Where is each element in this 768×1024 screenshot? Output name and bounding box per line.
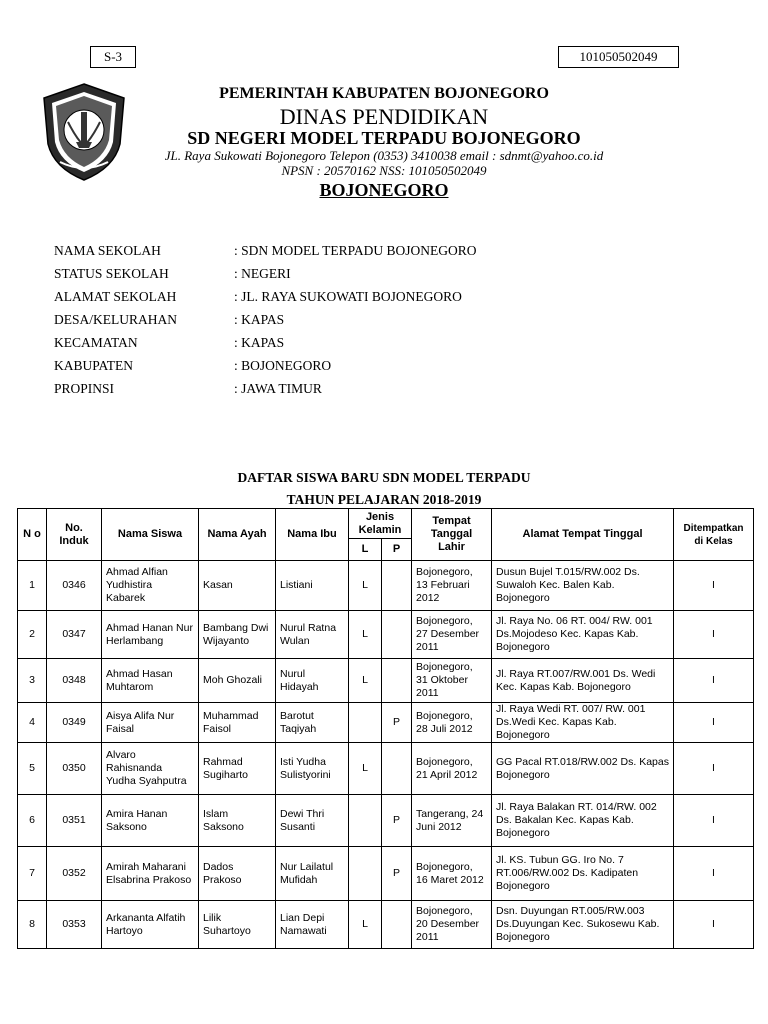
row-no: 5: [18, 743, 47, 795]
row-kelas: I: [674, 703, 754, 743]
row-induk: 0353: [47, 901, 102, 949]
row-no: 1: [18, 561, 47, 611]
row-alamat: Jl. Raya No. 06 RT. 004/ RW. 001 Ds.Mojodeso Kec. Kapas Kab. Bojonegoro: [492, 611, 674, 659]
info-key: ALAMAT SEKOLAH: [54, 289, 177, 304]
row-induk: 0347: [47, 611, 102, 659]
row-nama-ayah: Lilik Suhartoyo: [199, 901, 276, 949]
row-nama-ayah: Rahmad Sugiharto: [199, 743, 276, 795]
info-row: [54, 334, 477, 357]
info-key: DESA/KELURAHAN: [54, 312, 177, 327]
info-row: [54, 265, 477, 288]
row-kelas: I: [674, 743, 754, 795]
table-row: [18, 743, 754, 795]
table-header-row: [18, 509, 754, 539]
row-nama-ayah: Moh Ghozali: [199, 659, 276, 703]
info-row: [54, 311, 477, 334]
row-induk: 0348: [47, 659, 102, 703]
row-l: [349, 795, 382, 847]
table-row: [18, 703, 754, 743]
header-no: N o: [18, 509, 47, 561]
row-nama-ibu: Barotut Taqiyah: [276, 703, 349, 743]
school-info: [54, 242, 477, 403]
row-nama-ayah: Dados Prakoso: [199, 847, 276, 901]
row-kelas: I: [674, 901, 754, 949]
row-induk: 0352: [47, 847, 102, 901]
row-kelas: I: [674, 795, 754, 847]
row-p: [382, 561, 412, 611]
header-induk: No. Induk: [47, 509, 102, 561]
row-kelas: I: [674, 611, 754, 659]
row-alamat: Jl. Raya RT.007/RW.001 Ds. Wedi Kec. Kapas Kab. Bojonegoro: [492, 659, 674, 703]
row-nama-siswa: Amirah Maharani Elsabrina Prakoso: [102, 847, 199, 901]
document-code-left: S-3: [90, 46, 136, 68]
info-value: : BOJONEGORO: [234, 358, 332, 373]
header-l: L: [349, 539, 382, 561]
info-value: : KAPAS: [234, 312, 285, 327]
row-induk: 0346: [47, 561, 102, 611]
header-alamat: Alamat Tempat Tinggal: [492, 509, 674, 561]
info-value: : SDN MODEL TERPADU BOJONEGORO: [234, 243, 477, 258]
info-key: STATUS SEKOLAH: [54, 266, 169, 281]
row-l: L: [349, 611, 382, 659]
row-induk: 0350: [47, 743, 102, 795]
header-kelas: Ditempatkan di Kelas: [674, 509, 754, 561]
school-npsn: NPSN : 20570162 NSS: 101050502049: [281, 163, 487, 178]
row-nama-ayah: Islam Saksono: [199, 795, 276, 847]
row-nama-ibu: Lian Depi Namawati: [276, 901, 349, 949]
info-row: [54, 242, 477, 265]
row-alamat: Jl. KS. Tubun GG. Iro No. 7 RT.006/RW.002 Ds. Kadipaten Bojonegoro: [492, 847, 674, 901]
row-nama-siswa: Aisya Alifa Nur Faisal: [102, 703, 199, 743]
row-alamat: Dusun Bujel T.015/RW.002 Ds. Suwaloh Kec. Balen Kab. Bojonegoro: [492, 561, 674, 611]
info-key: NAMA SEKOLAH: [54, 243, 161, 258]
row-ttl: Bojonegoro, 13 Februari 2012: [412, 561, 492, 611]
table-row: [18, 659, 754, 703]
row-alamat: Jl. Raya Balakan RT. 014/RW. 002 Ds. Bakalan Kec. Kapas Kab. Bojonegoro: [492, 795, 674, 847]
row-no: 8: [18, 901, 47, 949]
row-nama-ibu: Dewi Thri Susanti: [276, 795, 349, 847]
row-nama-siswa: Amira Hanan Saksono: [102, 795, 199, 847]
info-key: PROPINSI: [54, 381, 115, 396]
table-row: [18, 795, 754, 847]
row-l: L: [349, 659, 382, 703]
info-key: KECAMATAN: [54, 335, 138, 350]
header-nama-ayah: Nama Ayah: [199, 509, 276, 561]
city-title: BOJONEGORO: [319, 180, 449, 200]
info-value: : NEGERI: [234, 266, 291, 281]
row-nama-ayah: Kasan: [199, 561, 276, 611]
info-value: : KAPAS: [234, 335, 285, 350]
row-nama-siswa: Ahmad Hasan Muhtarom: [102, 659, 199, 703]
row-p: [382, 659, 412, 703]
row-ttl: Bojonegoro, 16 Maret 2012: [412, 847, 492, 901]
student-table: [17, 508, 754, 949]
department-title: DINAS PENDIDIKAN: [279, 104, 489, 129]
row-nama-ayah: Muhammad Faisol: [199, 703, 276, 743]
document-code-right: 101050502049: [558, 46, 679, 68]
row-p: P: [382, 795, 412, 847]
row-no: 4: [18, 703, 47, 743]
row-nama-siswa: Ahmad Alfian Yudhistira Kabarek: [102, 561, 199, 611]
school-title: SD NEGERI MODEL TERPADU BOJONEGORO: [187, 128, 581, 148]
row-no: 7: [18, 847, 47, 901]
row-alamat: Dsn. Duyungan RT.005/RW.003 Ds.Duyungan Kec. Sukosewu Kab. Bojonegoro: [492, 901, 674, 949]
info-row: [54, 380, 477, 403]
row-no: 6: [18, 795, 47, 847]
info-value: : JAWA TIMUR: [234, 381, 322, 396]
row-ttl: Bojonegoro, 27 Desember 2011: [412, 611, 492, 659]
row-induk: 0349: [47, 703, 102, 743]
row-nama-ibu: Nurul Hidayah: [276, 659, 349, 703]
table-row: [18, 901, 754, 949]
row-nama-ibu: Nur Lailatul Mufidah: [276, 847, 349, 901]
row-alamat: GG Pacal RT.018/RW.002 Ds. Kapas Bojonegoro: [492, 743, 674, 795]
row-nama-ibu: Listiani: [276, 561, 349, 611]
row-nama-ibu: Nurul Ratna Wulan: [276, 611, 349, 659]
info-key: KABUPATEN: [54, 358, 134, 373]
row-nama-ibu: Isti Yudha Sulistyorini: [276, 743, 349, 795]
row-kelas: I: [674, 561, 754, 611]
info-row: [54, 357, 477, 380]
row-no: 3: [18, 659, 47, 703]
row-no: 2: [18, 611, 47, 659]
row-nama-siswa: Ahmad Hanan Nur Herlambang: [102, 611, 199, 659]
table-row: [18, 847, 754, 901]
row-l: L: [349, 561, 382, 611]
header-jenis-kelamin: Jenis Kelamin: [349, 509, 412, 539]
table-body: [18, 561, 754, 949]
row-ttl: Bojonegoro, 20 Desember 2011: [412, 901, 492, 949]
row-ttl: Tangerang, 24 Juni 2012: [412, 795, 492, 847]
row-kelas: I: [674, 659, 754, 703]
row-alamat: Jl. Raya Wedi RT. 007/ RW. 001 Ds.Wedi Kec. Kapas Kab. Bojonegoro: [492, 703, 674, 743]
row-nama-siswa: Arkananta Alfatih Hartoyo: [102, 901, 199, 949]
row-kelas: I: [674, 847, 754, 901]
row-nama-siswa: Alvaro Rahisnanda Yudha Syahputra: [102, 743, 199, 795]
list-year: TAHUN PELAJARAN 2018-2019: [286, 492, 482, 507]
header-ttl: Tempat Tanggal Lahir: [412, 509, 492, 561]
row-l: [349, 847, 382, 901]
row-ttl: Bojonegoro, 28 Juli 2012: [412, 703, 492, 743]
header-p: P: [382, 539, 412, 561]
school-address: JL. Raya Sukowati Bojonegoro Telepon (0353) 3410038 email : sdnmt@yahoo.co.id: [164, 148, 604, 163]
row-p: P: [382, 847, 412, 901]
row-ttl: Bojonegoro, 31 Oktober 2011: [412, 659, 492, 703]
row-l: L: [349, 901, 382, 949]
row-l: L: [349, 743, 382, 795]
table-row: [18, 611, 754, 659]
table-row: [18, 561, 754, 611]
government-title: PEMERINTAH KABUPATEN BOJONEGORO: [219, 85, 549, 102]
row-nama-ayah: Bambang Dwi Wijayanto: [199, 611, 276, 659]
row-p: [382, 901, 412, 949]
info-row: [54, 288, 477, 311]
row-p: P: [382, 703, 412, 743]
row-ttl: Bojonegoro, 21 April 2012: [412, 743, 492, 795]
list-title: DAFTAR SISWA BARU SDN MODEL TERPADU: [237, 470, 531, 485]
info-value: : JL. RAYA SUKOWATI BOJONEGORO: [234, 289, 462, 304]
header-nama-ibu: Nama Ibu: [276, 509, 349, 561]
row-p: [382, 743, 412, 795]
row-p: [382, 611, 412, 659]
row-l: [349, 703, 382, 743]
header-nama-siswa: Nama Siswa: [102, 509, 199, 561]
row-induk: 0351: [47, 795, 102, 847]
